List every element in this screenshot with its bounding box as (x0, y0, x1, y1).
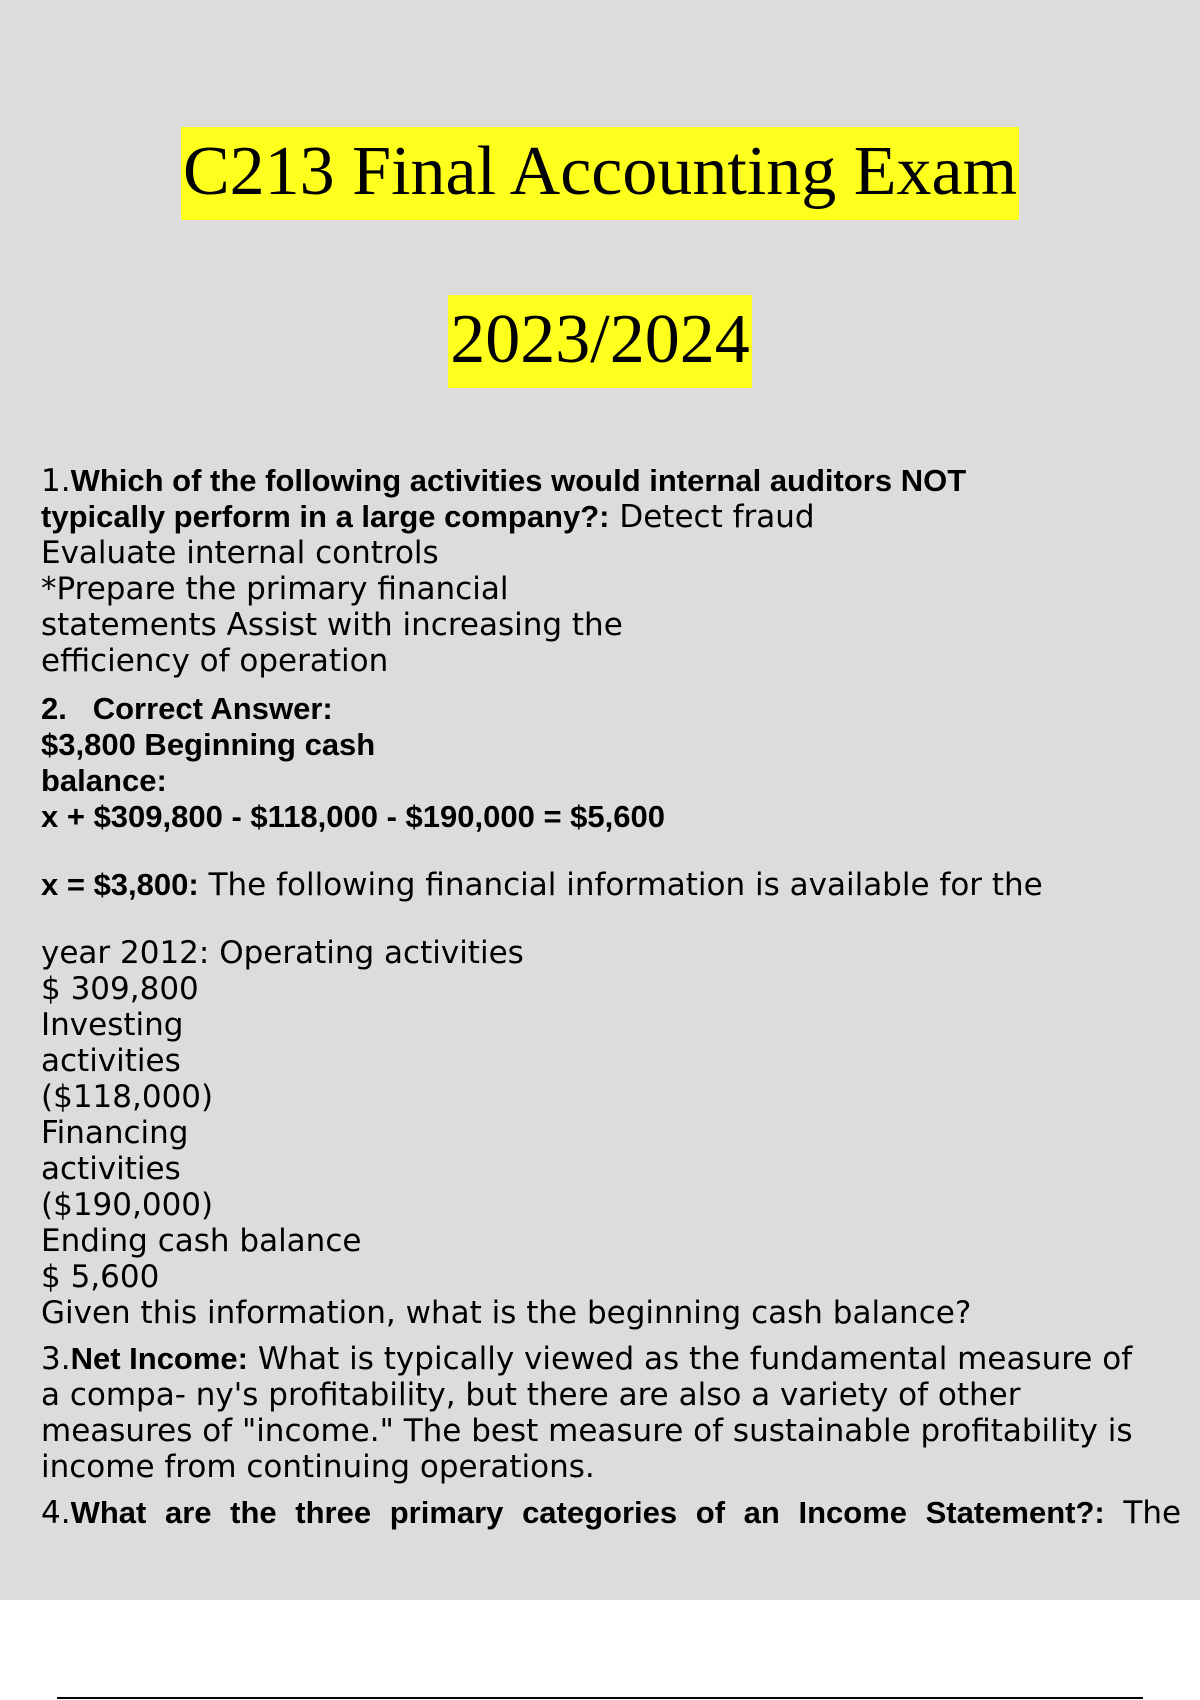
q4-word: an (743, 1495, 780, 1530)
q1-answer-line: efficiency of operation (41, 643, 389, 679)
q2-heading-line (41, 691, 1181, 727)
q4-word: the (230, 1495, 277, 1530)
q4-line-1 (41, 1495, 1181, 1531)
q2-x-line (41, 867, 1181, 903)
q3-line-1 (41, 1341, 1181, 1377)
q1-number: 1. (41, 463, 71, 499)
q2-heading: Correct Answer: (92, 691, 333, 726)
q2-info-line: $ 309,800 (41, 971, 199, 1007)
document-year (0, 301, 1200, 378)
exam-content (41, 463, 1181, 1531)
q2-info-line: activities (41, 1043, 181, 1079)
q3-number: 3. (41, 1341, 71, 1377)
q2-info-line: activities (41, 1151, 181, 1187)
document-title (0, 133, 1200, 210)
q2-x-value: x = $3,800: (41, 867, 199, 902)
footer-rule (57, 1697, 1143, 1699)
q4-word: three (295, 1495, 372, 1530)
q2-x-rest: The following financial information is available for the (198, 867, 1043, 903)
q4-answer-word: The (1123, 1495, 1182, 1531)
q2-info-line: year 2012: Operating activities (41, 935, 524, 971)
title-line-1: C213 Final Accounting Exam (181, 127, 1019, 220)
title-line-2: 2023/2024 (448, 295, 751, 388)
q4-word: Statement?: (925, 1495, 1105, 1530)
q4-word: of (695, 1495, 726, 1530)
q2-info-line: Given this information, what is the beginning cash balance? (41, 1295, 972, 1331)
q3-term: Net Income: (70, 1341, 248, 1376)
q4-word: What (70, 1495, 147, 1530)
q1-question-a: Which of the following activities would internal auditors NOT (70, 463, 967, 498)
q4-word: Income (798, 1495, 907, 1530)
q2-bold-line: balance: (41, 763, 167, 798)
q2-bold-line: x + $309,800 - $118,000 - $190,000 = $5,600 (41, 799, 665, 834)
q1-line-2 (41, 499, 1181, 535)
q3-line-1-rest: What is typically viewed as the fundamental measure of (248, 1341, 1133, 1377)
q3-line: a compa- ny's profitability, but there are also a variety of other (41, 1377, 1021, 1413)
q2-info-line: $ 5,600 (41, 1259, 160, 1295)
q4-word: primary (389, 1495, 504, 1530)
q1-answer-first: Detect fraud (609, 499, 815, 535)
q1-answer-line: *Prepare the primary financial (41, 571, 509, 607)
q2-info-line: Ending cash balance (41, 1223, 362, 1259)
q2-info-line: ($118,000) (41, 1079, 214, 1115)
q2-info-line: Investing (41, 1007, 184, 1043)
q1-answer-line: statements Assist with increasing the (41, 607, 623, 643)
q4-word: categories (522, 1495, 678, 1530)
q1-answer-line: Evaluate internal controls (41, 535, 439, 571)
q2-number: 2. (41, 691, 67, 726)
q3-line: income from continuing operations. (41, 1449, 595, 1485)
q4-word: are (164, 1495, 212, 1530)
q4-number: 4. (41, 1495, 71, 1531)
q1-line-1 (41, 463, 1181, 499)
q1-question-b: typically perform in a large company?: (41, 499, 610, 534)
q2-bold-line: $3,800 Beginning cash (41, 727, 376, 762)
q2-info-line: ($190,000) (41, 1187, 214, 1223)
q3-line: measures of "income." The best measure of sustainable profitability is (41, 1413, 1133, 1449)
q2-info-line: Financing (41, 1115, 189, 1151)
